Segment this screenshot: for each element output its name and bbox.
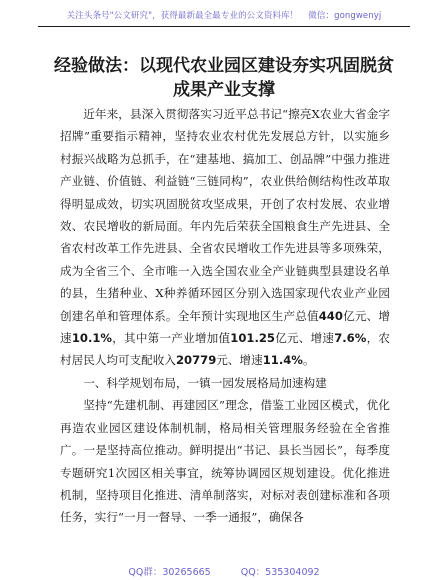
- document-title: [40, 54, 408, 102]
- primary-industry-value: 101.25: [230, 331, 275, 346]
- paragraph-intro: [60, 103, 390, 372]
- primary-industry-growth: 7.6%: [334, 331, 367, 346]
- gdp-value: 440: [318, 308, 343, 323]
- footer-qq-group: QQ群：30265665: [128, 567, 211, 578]
- paragraph-section-1: 坚持“先建机制、再建园区”理念，借鉴工业园区模式，优化再造农业园区建设体制机制，格局相关管理服务经验在全省推广。一是坚持高位推动。鲜明提出“书记、县长当园长”，每季度专题研究1次园区相关事宜，统筹协调园区规划建设。优化推进机制，坚持项目化推进、清单制落实，对标对表创建标准和各项任务，实行“一月一督导、一季一通报”，确保各: [60, 398, 390, 525]
- intro-text: 。: [302, 353, 315, 368]
- section-heading: 一、科学规划布局，一镇一园发展格局加速构建: [83, 375, 327, 390]
- gdp-growth: 10.1%: [71, 331, 113, 346]
- footer-qq: QQ：535304092: [240, 567, 320, 578]
- intro-text: 亿元、增速: [60, 308, 390, 346]
- rural-income-growth: 11.4%: [262, 353, 303, 368]
- intro-text: ，农村居民人均可支配收入: [60, 331, 390, 368]
- header-wechat: 微信：gongwenyj: [308, 11, 382, 21]
- header-notice-text: 关注头条号"公文研究"，获得最新最全最专业的公文资料库！: [66, 11, 299, 21]
- document-body: [60, 103, 390, 529]
- footer-contacts: [0, 564, 448, 578]
- intro-text: 亿元、增速: [275, 331, 335, 346]
- title-line-2: 成果产业支撑: [173, 80, 275, 100]
- header-notice: [0, 9, 448, 21]
- intro-text: ，其中第一产业增加值: [112, 331, 231, 346]
- title-line-1: 经验做法：以现代农业园区建设夯实巩固脱贫: [54, 56, 394, 76]
- rural-income: 20779: [175, 353, 217, 368]
- intro-text: 元、增速: [216, 353, 263, 368]
- header-divider: [38, 26, 410, 27]
- intro-text: 近年来，县深入贯彻落实习近平总书记“擦亮X农业大省金字招牌”重要指示精神，坚持农业农村优先发展总方针，以实施乡村振兴战略为总抓手，在“建基地、搞加工、创品牌”中强力推进产业链、价值链、利益链“三链同构”，农业供给侧结构性改革取得明显成效，切实巩固脱贫攻坚成果，开创了农村发展、农业增效、农民增收的新局面。年内先后荣获全国粮食生产先进县、全省农村改革工作先进县、全省农民增收工作先进县等多项殊荣，成为全省三个、全市唯一入选全国农业全产业链典型县建设名单的县，生猪种业、X种养循环园区分别入选国家现代农业产业园创建名单和管理体系。全年预计实现地区生产总值: [60, 107, 390, 323]
